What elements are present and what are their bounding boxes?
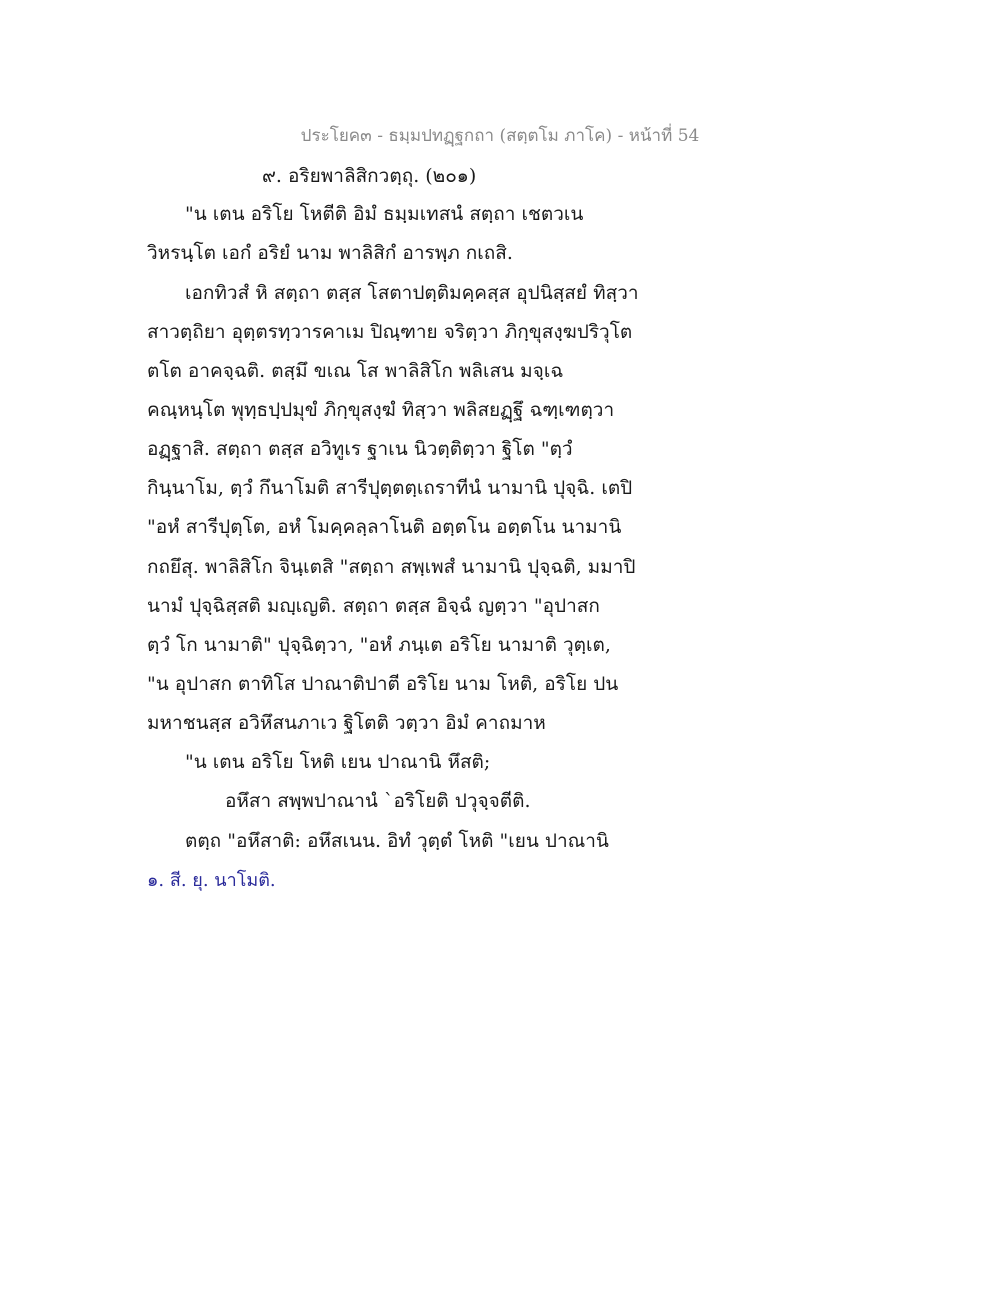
- text-line: ตโต อาคจฺฉติ. ตสฺมึ ขเณ โส พาลิสิโก พลิเสน มจฺเฉ: [147, 360, 564, 382]
- text-line: กถยึสุ. พาลิสิโก จินฺเตสิ "สตฺถา สพฺเพสํ นามานิ ปุจฺฉติ, มมาปิ: [147, 556, 636, 578]
- text-line: ตฺวํ โก นามาติ" ปุจฺฉิตฺวา, "อหํ ภนฺเต อริโย นามาติ วุตฺเต,: [147, 634, 611, 656]
- footnote: ๑. สี. ยุ. นาโมติ.: [147, 870, 276, 891]
- verse-line: "น เตน อริโย โหติ เยน ปาณานิ หึสติ;: [185, 751, 491, 773]
- text-line: อฏฺฐาสิ. สตฺถา ตสฺส อวิทูเร ฐาเน นิวตฺติตฺวา ฐิโต "ตฺวํ: [147, 438, 573, 460]
- text-line: คณฺหนฺโต พุทฺธปฺปมุขํ ภิกฺขุสงฺฆํ ทิสฺวา พลิสยฏฺฐึ ฉฑฺเฑตฺวา: [147, 399, 615, 421]
- running-header: [0, 122, 1000, 149]
- text-line: กินฺนาโม, ตฺวํ กึนาโมติ สารีปุตฺตตฺเถราทีนํ นามานิ ปุจฺฉิ. เตปิ: [147, 477, 633, 499]
- text-line: ตตฺถ "อหึสาติ: อหึสเนน. อิทํ วุตฺตํ โหติ "เยน ปาณานิ: [185, 830, 609, 852]
- text-line: สาวตฺถิยา อุตฺตรทฺวารคาเม ปิณฺฑาย จริตฺวา ภิกฺขุสงฺฆปริวุโต: [147, 321, 633, 343]
- verse-line: อหึสา สพฺพปาณานํ `อริโยติ ปวุจฺจตีติ.: [225, 790, 531, 812]
- text-line: "อหํ สารีปุตฺโต, อหํ โมคฺคลฺลาโนติ อตฺตโน อตฺตโน นามานิ: [147, 516, 622, 538]
- text-line: มหาชนสฺส อวิหึสนภาเว ฐิโตติ วตฺวา อิมํ คาถมาห: [147, 712, 546, 734]
- text-line: "น อุปาสก ตาทิโส ปาณาติปาตี อริโย นาม โหติ, อริโย ปน: [147, 673, 619, 695]
- text-line: วิหรนฺโต เอกํ อริยํ นาม พาลิสิกํ อารพฺภ กเถสิ.: [147, 242, 513, 264]
- text-line: เอกทิวสํ หิ สตฺถา ตสฺส โสตาปตฺติมคฺคสฺส อุปนิสฺสยํ ทิสฺวา: [185, 282, 639, 304]
- running-header-text: ประโยค๓ - ธมฺมปทฏฺฐกถา (สตฺตโม ภาโค) - หน้าที่ 54: [300, 126, 700, 146]
- text-line: นามํ ปุจฺฉิสฺสติ มญฺเญติ. สตฺถา ตสฺส อิจฺฉํ ญตฺวา "อุปาสก: [147, 595, 600, 617]
- story-title: ๙. อริยพาลิสิกวตฺถุ. (๒๐๑): [262, 165, 477, 187]
- text-line: "น เตน อริโย โหตีติ อิมํ ธมฺมเทสนํ สตฺถา เชตวเน: [185, 203, 584, 225]
